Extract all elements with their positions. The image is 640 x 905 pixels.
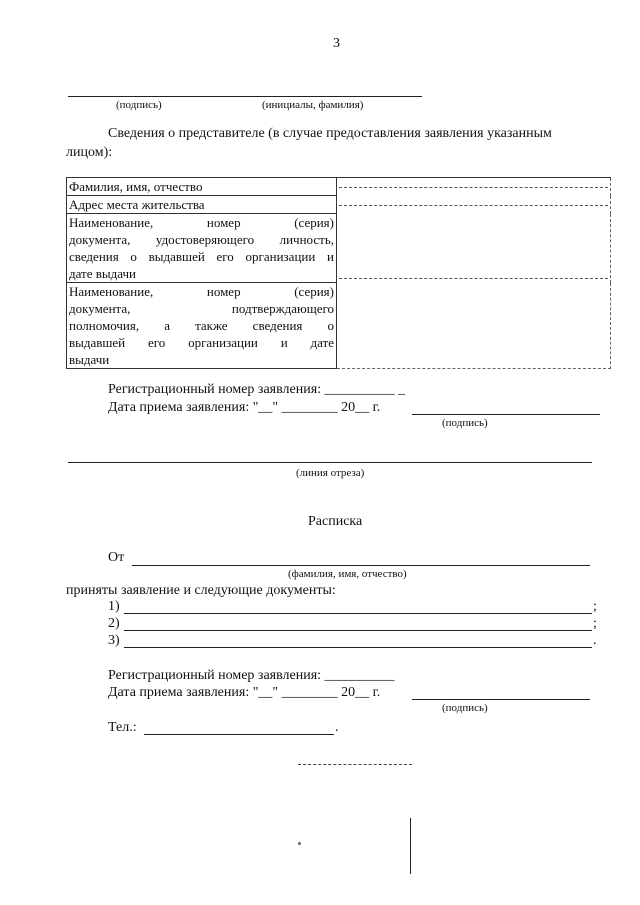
receipt-item-end-1: ;: [593, 599, 597, 614]
row-label-authority-document: [67, 283, 337, 369]
label-line: Наименование, номер (серия): [69, 284, 334, 299]
receipt-item-number-3: 3): [108, 633, 120, 648]
representative-table: [66, 177, 611, 369]
row-value-address[interactable]: [337, 196, 611, 214]
table-row: [67, 196, 611, 214]
receipt-item-end-2: ;: [593, 616, 597, 631]
receipt-item-field-2[interactable]: [124, 630, 592, 631]
top-signature-line: [68, 96, 422, 97]
top-signature-caption: (подпись): [116, 99, 162, 111]
receipt-phone-label: Тел.:: [108, 720, 137, 735]
row-label-address: Адрес места жительства: [67, 196, 337, 214]
label-line: выдачи: [69, 352, 110, 367]
receipt-from-field[interactable]: [132, 565, 590, 566]
row-value-identity-document[interactable]: [337, 214, 611, 283]
receipt-from-caption: (фамилия, имя, отчество): [288, 568, 407, 580]
registration-number-label: Регистрационный номер заявления: __________ _: [108, 382, 406, 397]
table-row: [67, 283, 611, 369]
receipt-accepted-text: приняты заявление и следующие документы:: [66, 583, 336, 598]
scan-dot: [298, 842, 301, 845]
row-value-authority-document[interactable]: [337, 283, 611, 369]
receipt-registration-number-label: Регистрационный номер заявления: __________: [108, 668, 395, 683]
table-row: [67, 214, 611, 283]
receipt-item-field-3[interactable]: [124, 647, 592, 648]
receipt-from-label: От: [108, 550, 125, 565]
registration-signature-caption: (подпись): [442, 417, 488, 429]
registration-signature-line[interactable]: [412, 414, 600, 415]
label-line: документа, подтверждающего: [69, 301, 334, 316]
receipt-item-field-1[interactable]: [124, 613, 592, 614]
label-line: Наименование, номер (серия): [69, 215, 334, 230]
receipt-phone-field[interactable]: [144, 734, 334, 735]
label-line: полномочия, а также сведения о: [69, 318, 334, 333]
separator-rule: [298, 764, 412, 765]
label-line: документа, удостоверяющего личность,: [69, 232, 334, 247]
receipt-item-end-3: .: [593, 633, 597, 648]
receipt-item-number-1: 1): [108, 599, 120, 614]
table-row: [67, 178, 611, 196]
cut-line: [68, 462, 592, 463]
label-line: выдавшей его организации и дате: [69, 335, 334, 350]
cut-line-caption: (линия отреза): [296, 467, 365, 479]
receipt-signature-caption: (подпись): [442, 702, 488, 714]
receipt-date-label: Дата приема заявления: "__" ________ 20__ г.: [108, 685, 381, 700]
scan-mark: [410, 818, 411, 874]
receipt-title: Расписка: [308, 514, 363, 529]
row-value-full-name[interactable]: [337, 178, 611, 196]
receipt-phone-end: .: [335, 720, 339, 735]
receipt-item-number-2: 2): [108, 616, 120, 631]
row-label-identity-document: [67, 214, 337, 283]
registration-date-label: Дата приема заявления: "__" ________ 20__ г.: [108, 400, 381, 415]
label-line: дате выдачи: [69, 266, 136, 281]
representative-intro-line2: лицом):: [66, 145, 113, 160]
row-label-full-name: Фамилия, имя, отчество: [67, 178, 337, 196]
top-initials-caption: (инициалы, фамилия): [262, 99, 364, 111]
receipt-signature-line[interactable]: [412, 699, 590, 700]
label-line: сведения о выдавшей его организации и: [69, 249, 334, 264]
page-number: 3: [333, 36, 340, 51]
representative-intro-line1: Сведения о представителе (в случае предоставления заявления указанным: [108, 126, 552, 141]
